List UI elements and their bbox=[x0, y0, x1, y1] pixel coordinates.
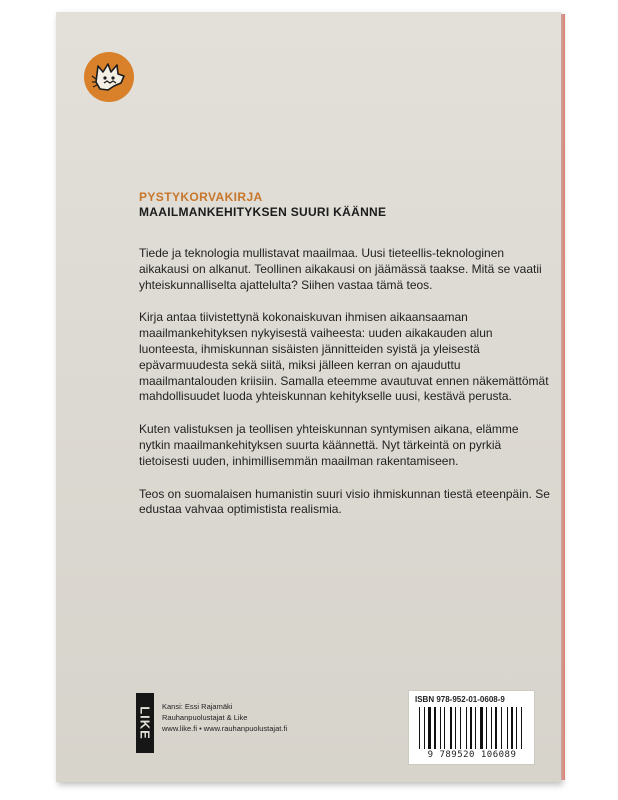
like-logo-text: LIKE bbox=[137, 706, 153, 740]
credit-lines bbox=[162, 701, 287, 734]
credits-block bbox=[136, 693, 296, 753]
isbn-label: ISBN 978-952-01-0608-9 bbox=[415, 695, 505, 704]
barcode-box bbox=[408, 690, 535, 765]
blurb-paragraph: Teos on suomalaisen humanistin suuri visio ihmiskunnan tiestä eteenpäin. Se edustaa vahvaa optimistista realismia. bbox=[139, 486, 550, 517]
cover-red-edge bbox=[561, 14, 565, 780]
blurb-text bbox=[139, 246, 551, 535]
series-name: PYSTYKORVAKIRJA bbox=[139, 190, 263, 204]
barcode-digits: 9 789520 106089 bbox=[427, 750, 517, 760]
book-back-cover bbox=[56, 12, 561, 782]
book-title: MAAILMANKEHITYKSEN SUURI KÄÄNNE bbox=[139, 205, 387, 219]
like-publisher-logo bbox=[136, 693, 154, 753]
blurb-paragraph: Tiede ja teknologia mullistavat maailmaa. Uusi tieteellis-teknologinen aikakausi on alkanut. Teollinen aikakausi on jäämässä taakse. Mitä se vaatii yhteiskunnalliselta ajattelulta? Siihen vastaa tämä teos. bbox=[139, 246, 542, 292]
publishers: Rauhanpuolustajat & Like bbox=[162, 713, 248, 722]
pystykorva-dog-logo-icon bbox=[84, 52, 134, 102]
publisher-websites: www.like.fi • www.rauhanpuolustajat.fi bbox=[162, 724, 288, 733]
blurb-paragraph: Kirja antaa tiivistettynä kokonaiskuvan ihmisen aikaansaaman maailmankehityksen nykyisestä vaiheesta: uuden aikakauden alun luonteesta, ihmiskunnan sisäisten jännitteiden syistä ja yleisestä epävarmuudesta sekä siitä, miksi jälleen kerran on ajauduttu maailmantalouden kriisiin. Samalla eteemme avautuvat ennen näkemättömät mahdollisuudet luoda yhteiskunnan kehitykselle uusi, kestävä perusta. bbox=[139, 310, 549, 404]
blurb-paragraph: Kuten valistuksen ja teollisen yhteiskunnan syntymisen aikana, elämme nytkin maailmankehityksen suurta käännettä. Nyt tärkeintä on pyrkiä tietoisesti uuden, inhimillisemmän maailman rakentamiseen. bbox=[139, 422, 519, 468]
cover-designer: Kansi: Essi Rajamäki bbox=[162, 702, 233, 711]
barcode-icon bbox=[419, 707, 525, 749]
